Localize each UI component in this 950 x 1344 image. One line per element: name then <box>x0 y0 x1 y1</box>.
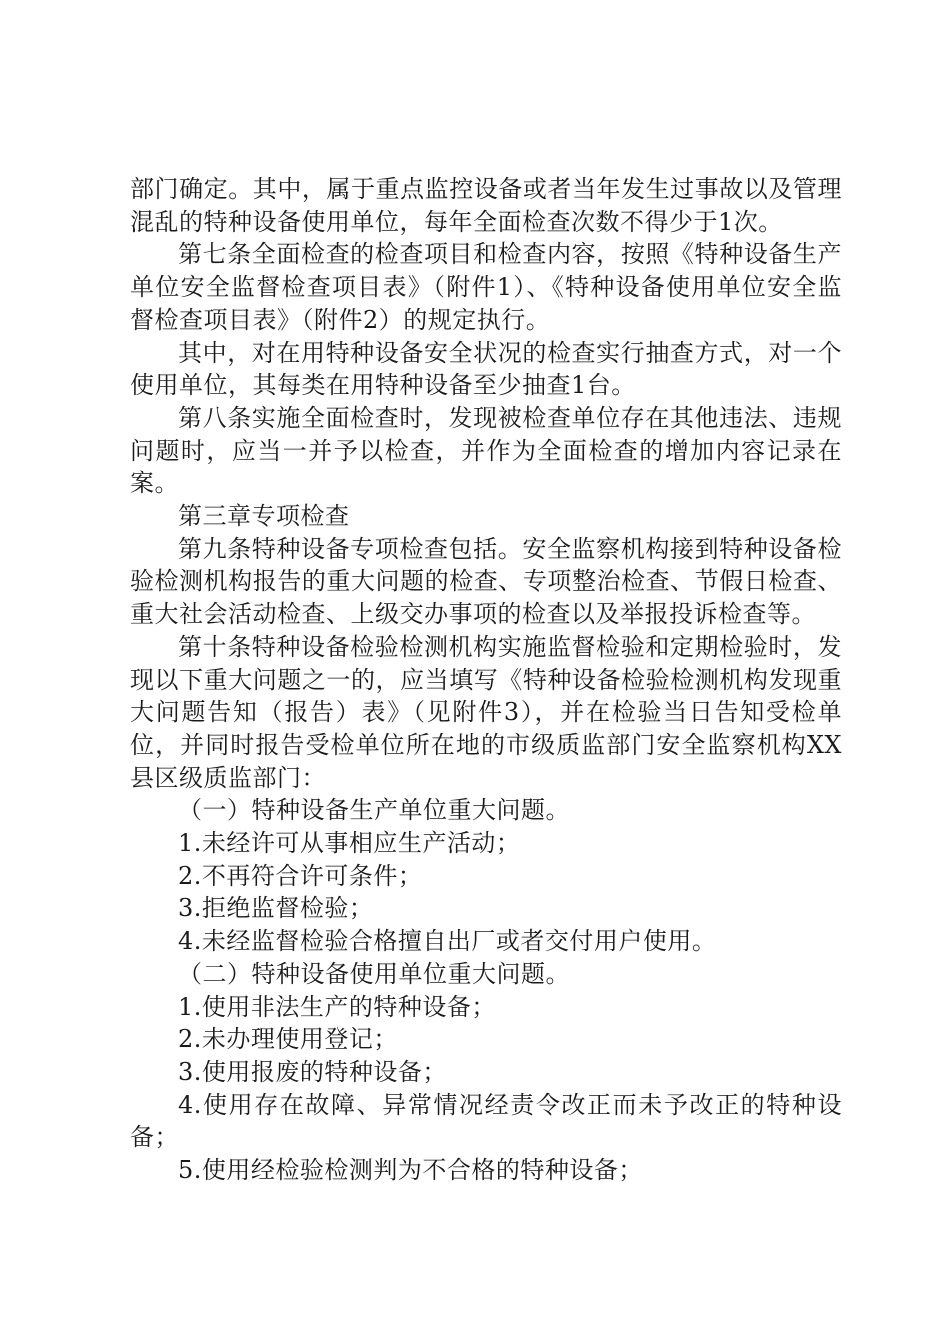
paragraph-article-7: 第七条全面检查的检查项目和检查内容，按照《特种设备生产单位安全监督检查项目表》（附件1）、《特种设备使用单位安全监督检查项目表》（附件2）的规定执行。 <box>130 240 842 334</box>
list-item: 5.使用经检验检测判为不合格的特种设备； <box>178 1156 643 1185</box>
section-one-heading: （一）特种设备生产单位重大问题。 <box>178 796 570 825</box>
list-item: 2.不再符合许可条件； <box>178 861 423 890</box>
paragraph-article-9: 第九条特种设备专项检查包括。安全监察机构接到特种设备检验检测机构报告的重大问题的检查、专项整治检查、节假日检查、重大社会活动检查、上级交办事项的检查以及举报投诉检查等。 <box>130 534 842 629</box>
list-item: 3.拒绝监督检验； <box>178 894 374 923</box>
list-item: 1.使用非法生产的特种设备； <box>178 992 496 1021</box>
paragraph-sampling: 其中，对在用特种设备安全状况的检查实行抽查方式，对一个使用单位，其每类在用特种设备至少抽查1台。 <box>130 338 842 400</box>
document-body <box>130 173 842 1187</box>
list-item: 1.未经许可从事相应生产活动； <box>178 829 521 858</box>
chapter-heading: 第三章专项检查 <box>178 502 350 531</box>
list-item: 4.未经监督检验合格擅自出厂或者交付用户使用。 <box>178 927 717 956</box>
section-two-heading: （二）特种设备使用单位重大问题。 <box>178 959 570 988</box>
list-item: 3.使用报废的特种设备； <box>178 1057 447 1086</box>
paragraph-continuation: 部门确定。其中，属于重点监控设备或者当年发生过事故以及管理混乱的特种设备使用单位，每年全面检查次数不得少于1次。 <box>130 175 842 236</box>
list-item: 2.未办理使用登记； <box>178 1025 398 1054</box>
paragraph-article-8: 第八条实施全面检查时，发现被检查单位存在其他违法、违规问题时，应当一并予以检查，并作为全面检查的增加内容记录在案。 <box>130 403 842 498</box>
list-item: 4.使用存在故障、异常情况经责令改正而未予改正的特种设备； <box>130 1090 842 1152</box>
paragraph-article-10: 第十条特种设备检验检测机构实施监督检验和定期检验时，发现以下重大问题之一的，应当填写《特种设备检验检测机构发现重大问题告知（报告）表》（见附件3），并在检验当日告知受检单位，并同时报告受检单位所在地的市级质监部门安全监察机构XX县区级质监部门： <box>130 632 842 792</box>
